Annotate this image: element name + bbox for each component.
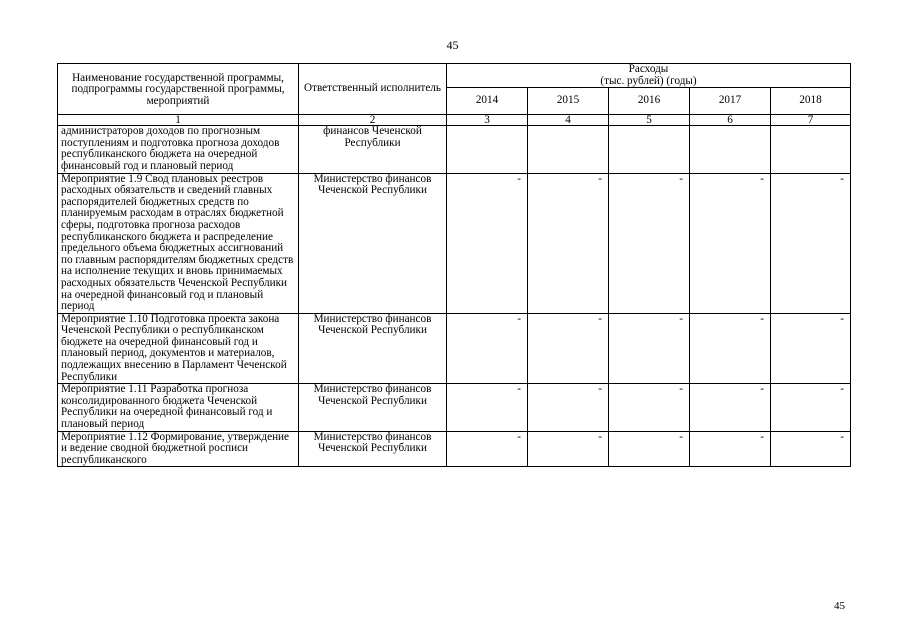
row-executor: Министерство финансов Чеченской Республики [299,431,447,467]
row-value: - [690,384,771,431]
row-value [771,126,851,173]
row-name: Мероприятие 1.10 Подготовка проекта закона Чеченской Республики о республиканском бюджете на очередной финансовый год и плановый период, документов и материалов, подлежащих внесению в Парламент Чеченской Республики [58,313,299,384]
row-executor: Министерство финансов Чеченской Республики [299,173,447,313]
row-value: - [609,431,690,467]
header-expenses-title: Расходы [628,63,669,75]
page-number-top: 45 [446,38,459,52]
row-name: Мероприятие 1.9 Свод плановых реестров расходных обязательств и сведений главных распорядителей бюджетных средств по планируемым расходам в отраслях бюджетной сферы, подготовка прогноза расходов республиканского бюджета и распределение предельного объема бюджетных ассигнований по главным распорядителям бюджетных средств на исполнение текущих и вновь принимаемых расходных обязательств Чеченской Республики на очередной финансовый год и плановый период [58,173,299,313]
budget-table [57,63,851,467]
table-row [58,126,851,173]
row-value: - [447,313,528,384]
header-year: 2014 [447,88,528,115]
row-value [609,126,690,173]
row-value: - [771,173,851,313]
row-value: - [771,384,851,431]
row-value: - [447,384,528,431]
column-number: 6 [690,115,771,126]
row-value: - [447,173,528,313]
row-value [447,126,528,173]
row-value [528,126,609,173]
row-value: - [690,431,771,467]
row-value: - [771,313,851,384]
table-row [58,384,851,431]
page-number-bottom: 45 [834,600,845,612]
column-number: 7 [771,115,851,126]
row-value: - [609,384,690,431]
row-value: - [528,384,609,431]
row-name: Мероприятие 1.12 Формирование, утверждение и ведение сводной бюджетной росписи республиканского [58,431,299,467]
column-number: 5 [609,115,690,126]
column-numbers-row [58,115,851,126]
header-expenses-subtitle: (тыс. рублей) (годы) [600,74,697,87]
header-year: 2018 [771,88,851,115]
row-value: - [609,313,690,384]
row-executor: финансов Чеченской Республики [299,126,447,173]
row-name: Мероприятие 1.11 Разработка прогноза консолидированного бюджета Чеченской Республики на очередной финансовый год и плановый период [58,384,299,431]
header-year: 2016 [609,88,690,115]
row-value: - [528,173,609,313]
column-number: 1 [58,115,299,126]
row-value: - [528,313,609,384]
column-number: 2 [299,115,447,126]
table-row [58,313,851,384]
column-number: 3 [447,115,528,126]
header-expenses [447,64,851,88]
header-year: 2017 [690,88,771,115]
row-value: - [447,431,528,467]
row-executor: Министерство финансов Чеченской Республики [299,313,447,384]
row-executor: Министерство финансов Чеченской Республики [299,384,447,431]
row-value: - [771,431,851,467]
column-number: 4 [528,115,609,126]
row-name: администраторов доходов по прогнозным поступлениям и подготовка прогноза доходов республиканского бюджета на очередной финансовый год и плановый период [58,126,299,173]
header-year: 2015 [528,88,609,115]
header-name: Наименование государственной программы, подпрограммы государственной программы, мероприятий [58,64,299,115]
row-value: - [528,431,609,467]
row-value: - [690,173,771,313]
row-value [690,126,771,173]
header-executor: Ответственный исполнитель [299,64,447,115]
row-value: - [609,173,690,313]
row-value: - [690,313,771,384]
header-row [58,64,851,88]
table-row [58,431,851,467]
table-row [58,173,851,313]
